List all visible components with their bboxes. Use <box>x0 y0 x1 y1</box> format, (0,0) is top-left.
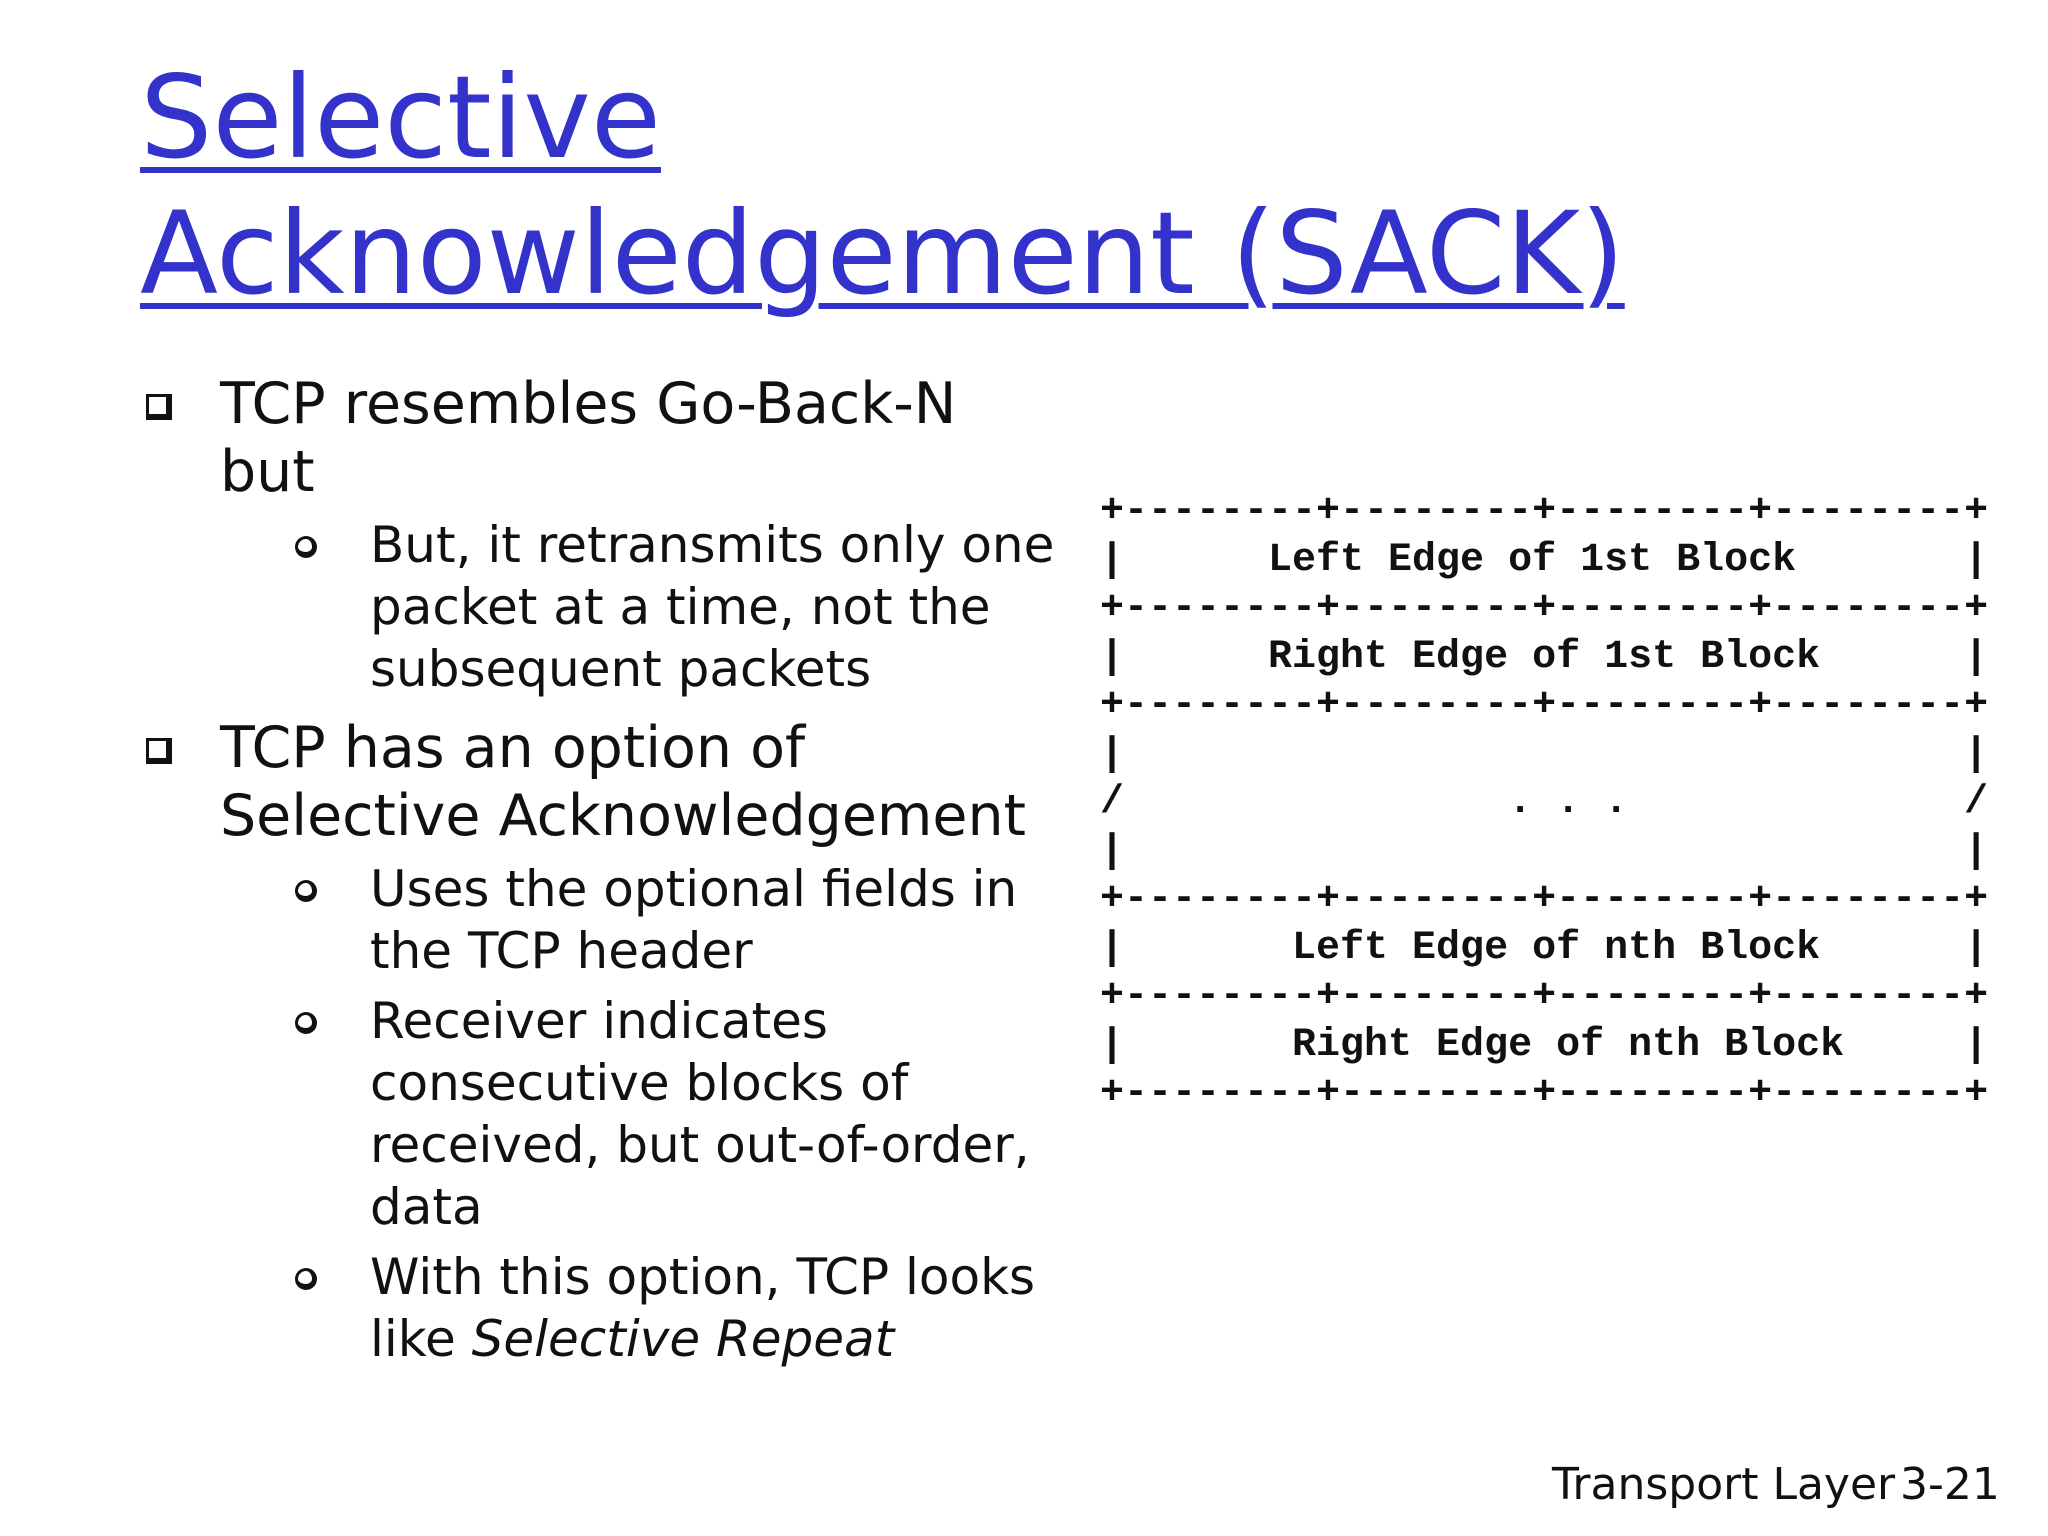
diagram-line: +--------+--------+--------+--------+ <box>1100 586 1989 631</box>
bullet-text: TCP resembles Go-Back-N but <box>220 371 957 505</box>
diagram-line: +--------+--------+--------+--------+ <box>1100 489 1989 534</box>
circle-bullet-icon <box>295 1012 317 1034</box>
circle-bullet-icon <box>295 880 317 902</box>
bullet-item <box>140 370 1060 506</box>
sub-bullet-text-italic: Selective Repeat <box>471 1310 895 1368</box>
bullet-text: TCP has an option of Selective Acknowledgement <box>220 715 1026 849</box>
diagram-line: +--------+--------+--------+--------+ <box>1100 877 1989 922</box>
sub-bullet-item <box>310 1246 1060 1370</box>
footer-section-label: Transport Layer <box>1552 1459 1896 1510</box>
sub-bullet-item <box>310 514 1060 700</box>
sub-bullet-list <box>310 514 1060 700</box>
sub-bullet-text-prefix: With this option, TCP looks like <box>370 1248 1036 1368</box>
square-bullet-icon <box>146 738 172 764</box>
diagram-line: | Left Edge of 1st Block | <box>1100 537 1989 583</box>
bullet-list <box>140 370 1060 1384</box>
sub-bullet-text: Receiver indicates consecutive blocks of received, but out-of-order, data <box>370 992 1030 1236</box>
diagram-line: / . . . / <box>1100 780 1989 825</box>
bullet-item <box>140 714 1060 850</box>
diagram-line: | | <box>1100 828 1989 874</box>
diagram-line: +--------+--------+--------+--------+ <box>1100 683 1989 728</box>
sub-bullet-list <box>310 858 1060 1370</box>
diagram-line: | | <box>1100 731 1989 777</box>
diagram-line: +--------+--------+--------+--------+ <box>1100 1071 1989 1116</box>
diagram-line: | Right Edge of 1st Block | <box>1100 634 1989 680</box>
circle-bullet-icon <box>295 536 317 558</box>
square-bullet-icon <box>146 394 172 420</box>
sub-bullet-text: Uses the optional fields in the TCP header <box>370 860 1018 980</box>
slide-title: Selective Acknowledgement (SACK) <box>140 51 1625 320</box>
sack-option-diagram <box>1100 488 1988 1119</box>
sub-bullet-item <box>310 990 1060 1238</box>
diagram-line: | Left Edge of nth Block | <box>1100 925 1989 971</box>
diagram-line: +--------+--------+--------+--------+ <box>1100 974 1989 1019</box>
circle-bullet-icon <box>295 1268 317 1290</box>
footer-page-number: 3-21 <box>1900 1459 2000 1510</box>
sub-bullet-text: But, it retransmits only one packet at a time, not the subsequent packets <box>370 516 1055 698</box>
sub-bullet-item <box>310 858 1060 982</box>
diagram-line: | Right Edge of nth Block | <box>1100 1022 1989 1068</box>
